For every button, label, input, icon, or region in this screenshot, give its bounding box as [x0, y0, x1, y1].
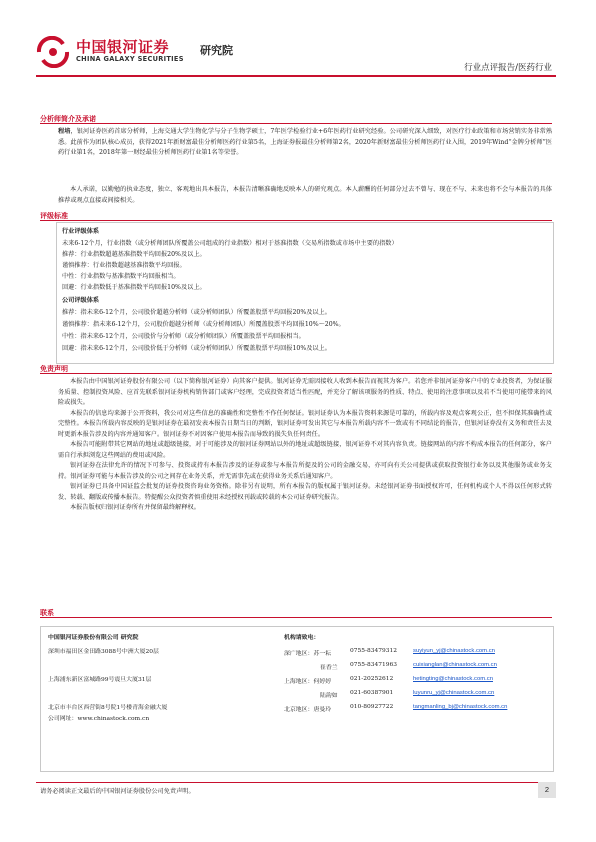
brand-name-cn: 中国银河证券 — [76, 38, 170, 56]
disclaimer-section-title: 免责声明 — [40, 365, 68, 373]
contact-row — [284, 648, 331, 657]
address-shanghai: 上海浦东新区富城路99号震旦大厦31层 — [48, 677, 152, 683]
galaxy-logo-icon — [36, 36, 70, 68]
page-number: 2 — [538, 782, 556, 798]
disclaimer-paragraph: 本报告版权归银河证券所有并保留最终解释权。 — [70, 504, 200, 511]
address-shenzhen: 深圳市福田区金田路3088号中洲大厦20层 — [48, 649, 159, 655]
company-website: 公司网址：www.chinastock.com.cn — [48, 716, 150, 722]
company-rating-line: 谨慎推荐：指未来6-12个月，公司股价超越分析师（或分析师团队）所覆盖股票平均回报10%～20%。 — [62, 321, 345, 328]
contact-phone: 0755-83471963 — [350, 662, 397, 668]
contact-row — [284, 704, 331, 713]
industry-rating-line: 推荐：行业指数超越基准指数平均回报20%及以上。 — [62, 251, 206, 258]
contact-phone: 0755-83479312 — [350, 648, 397, 654]
company-rating-line: 中性：指未来6-12个月，公司股价与分析师（或分析师团队）所覆盖股票平均回报相当。 — [62, 333, 305, 340]
contact-name: 唐曼玲 — [313, 707, 332, 713]
contact-email-link[interactable]: suyiyun_yj@chinastock.com.cn — [413, 648, 495, 654]
contact-email-link[interactable]: luyunru_yj@chinastock.com.cn — [413, 690, 495, 696]
company-rating-line: 推荐：指未来6-12个月，公司股价超越分析师（或分析师团队）所覆盖股票平均回报20%及以上。 — [62, 309, 331, 316]
footer-divider — [36, 782, 556, 783]
institute-label: 研究院 — [200, 44, 233, 57]
contact-region: 上海地区： — [284, 679, 314, 685]
industry-rating-heading: 行业评级体系 — [62, 228, 100, 235]
rating-section-title: 评级标准 — [40, 212, 68, 220]
brand-name-en: CHINA GALAXY SECURITIES — [76, 55, 184, 63]
contact-name: 崔香兰 — [320, 665, 338, 671]
contact-email-link[interactable]: cuixianglan@chinastock.com.cn — [413, 662, 497, 668]
analyst-bio-text: ，银河证券医药首席分析师，上海交通大学生物化学与分子生物学硕士，7年医学检验行业+6年医药行业研究经验。公司研究深入细致，对医疗行业政策和市场营销实务非常熟悉。此前作为团队核心成员，获得2021年新财富最佳分析师医药行业第5名，上海证券报最佳分析师第2名，2020年新财富最佳分析师医药行业入围，2019年Wind“金牌分析师”医药行业第1名，2018年第一财经最佳分析师医药行业第1名等荣誉。 — [58, 128, 553, 156]
disclaimer-paragraph: 本报告由中国银河证券股份有限公司（以下简称银河证券）向其客户提供。银河证券无需因接收人收到本报告而视其为客户。若您并非银河证券客户中的专业投资者，为保证服务质量、控制投资风险、应首先联系银河证券机构销售部门或客户经理，完成投资者适当性匹配，并充分了解该项服务的性质、特点、使用的注意事项以及若不当使用可能带来的风险或损失。 — [58, 378, 552, 406]
disclaimer-paragraph: 银河证券在法律允许的情况下可参与、投资或持有本报告涉及的证券或参与本报告所提及的公司的金融交易，亦可向有关公司提供或获取投资银行业务以及其他服务或业务支持。银河证券可能与本报告涉及的公司之间存在业务关系，并无需事先或在获得业务关系后通知客户。 — [58, 462, 552, 480]
disclaimer-paragraph: 本报告的信息均来源于公开资料，我公司对这些信息的准确性和完整性不作任何保证。银河证券认为本报告资料来源是可靠的，所载内容及观点客观公正，但不担保其准确性或完整性。本报告所载内容反映的是银河证券在最初发表本报告日期当日的判断，银河证券可发出其它与本报告所载内容不一致或有不同结论的报告，但银河证券没有义务和责任去及时更新本报告涉及的内容并通知客户。银河证券不对因客户使用本报告而导致的损失负任何责任。 — [58, 409, 552, 438]
industry-rating-line: 中性：行业指数与基准指数平均回报相当。 — [62, 273, 180, 280]
analyst-name: 程培 — [58, 128, 71, 135]
address-beijing: 北京市丰台区西营街8号院1号楼青海金融大厦 — [48, 705, 168, 711]
contact-phone: 021-20252612 — [350, 676, 394, 682]
contact-region: 北京地区： — [284, 707, 314, 713]
contact-email-link[interactable]: hetingting@chinastock.com.cn — [413, 676, 493, 682]
disclaimer-paragraph: 本报告可能附带其它网站的地址或超级链接，对于可能涉及的银河证券网站以外的地址或超级链接，银河证券不对其内容负责。链接网站的内容不构成本报告的任何部分，客户需自行承担浏览这些网站的费用或风险。 — [58, 441, 552, 459]
contact-email-link[interactable]: tangmanling_bj@chinastock.com.cn — [413, 704, 508, 710]
footer-note: 请务必阅读正文最后的中国银河证券股份公司免责声明。 — [40, 788, 195, 795]
industry-rating-line: 谨慎推荐：行业指数超越基准指数平均回报。 — [62, 262, 186, 269]
contact-row — [284, 676, 331, 685]
contact-name: 何婷婷 — [313, 679, 332, 685]
contact-phone: 010-80927722 — [350, 704, 394, 710]
disclaimer-section-divider — [40, 373, 552, 374]
rating-section-divider — [40, 220, 552, 221]
contact-name: 苏一耘 — [313, 651, 332, 657]
header-divider — [36, 75, 556, 77]
company-rating-heading: 公司评级体系 — [62, 297, 100, 304]
contact-phone: 021-60387901 — [350, 690, 394, 696]
contact-section-divider — [40, 617, 552, 618]
analyst-bio — [58, 127, 552, 159]
industry-rating-line: 未来6-12个月，行业指数（或分析师团队所覆盖公司组成的行业指数）相对于基准指数（交易所指数或市场中主要的指数） — [62, 240, 398, 247]
analyst-section-title: 分析师简介及承诺 — [40, 115, 96, 123]
disclaimer-body — [58, 377, 552, 514]
contact-name: 陆韵如 — [320, 693, 338, 699]
contact-section-title: 联系 — [40, 609, 54, 617]
contact-region: 深广地区： — [284, 651, 314, 657]
company-name: 中国银河证券股份有限公司 研究院 — [48, 634, 139, 641]
company-rating-line: 回避：指未来6-12个月，公司股价低于分析师（或分析师团队）所覆盖股票平均回报10%及以上。 — [62, 345, 331, 352]
analyst-pledge: 本人承诺，以勤勉的执业态度，独立、客观地出具本报告，本报告清晰准确地反映本人的研究观点。本人薪酬的任何部分过去不曾与、现在不与、未来也将不会与本报告的具体推荐或观点直接或间接相关。 — [58, 186, 552, 204]
report-type: 行业点评报告/医药行业 — [464, 63, 552, 73]
disclaimer-paragraph: 银河证券已具备中国证监会批复的证券投资咨询业务资格。除非另有说明，所有本报告的版权属于银河证券。未经银河证券书面授权许可，任何机构或个人不得以任何形式转发、转载、翻版或传播本报告。特提醒公众投资者慎重使用未经授权刊载或转载的本公司证券研究报告。 — [58, 483, 552, 501]
institution-contact-label: 机构请致电： — [284, 634, 320, 641]
analyst-section-divider — [40, 123, 552, 124]
industry-rating-line: 回避：行业指数低于基准指数平均回报10%及以上。 — [62, 284, 206, 291]
